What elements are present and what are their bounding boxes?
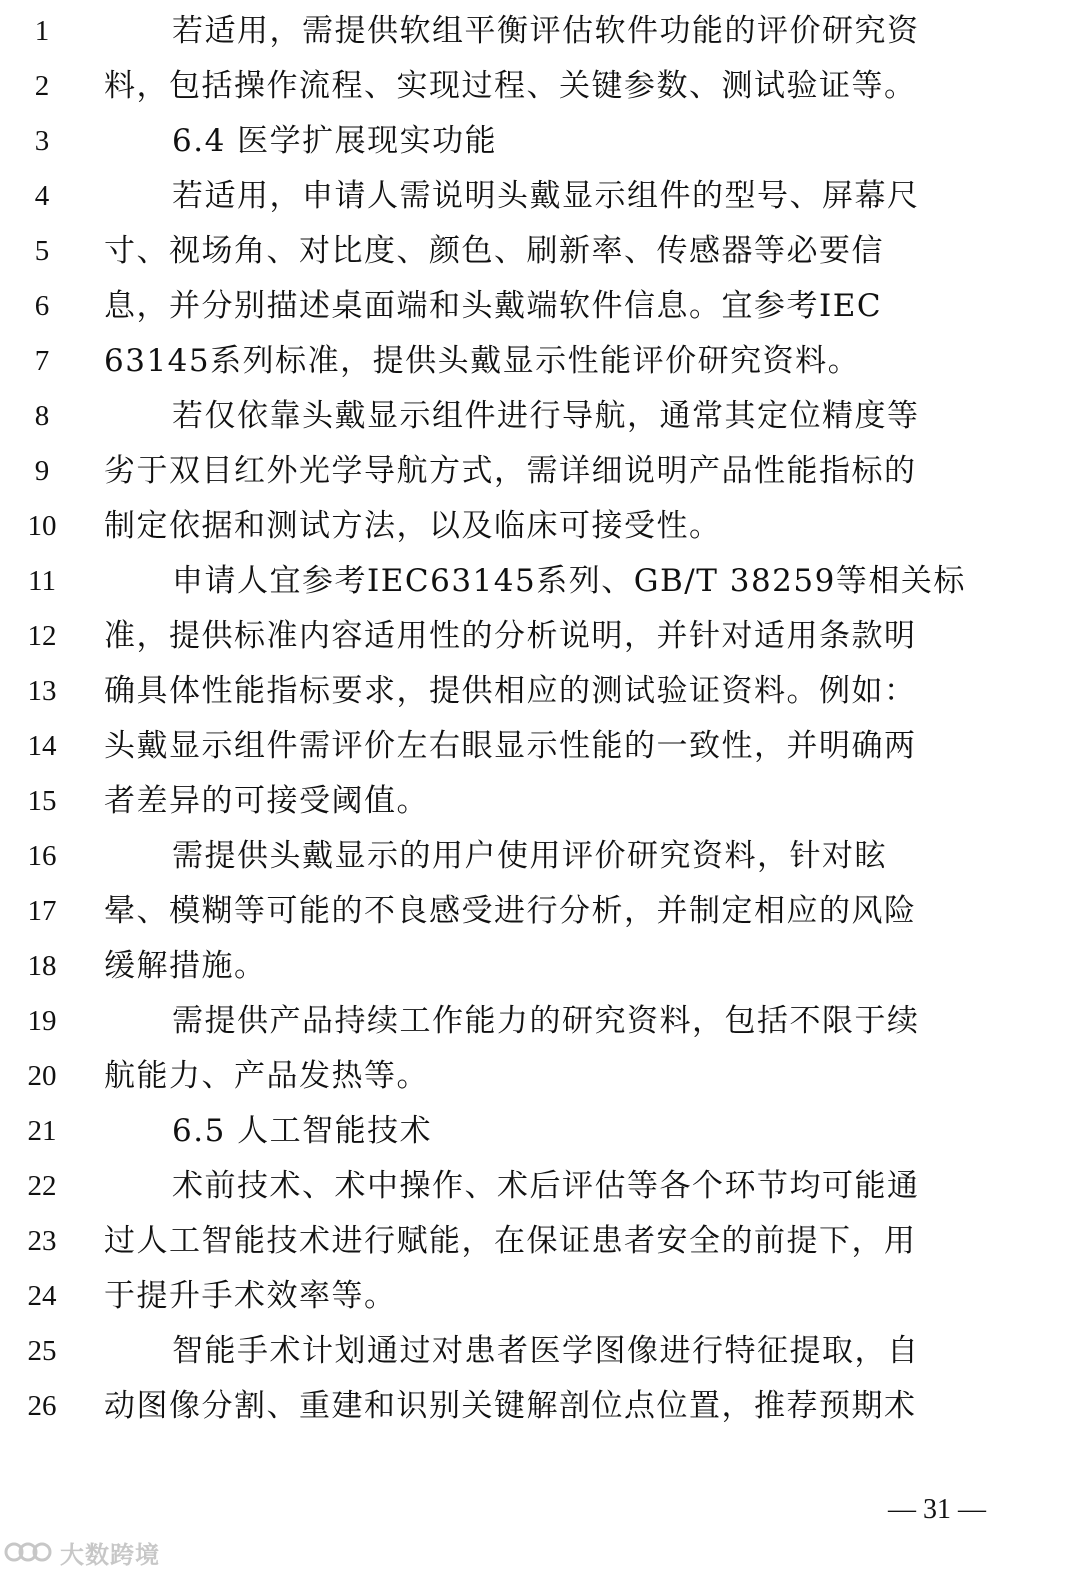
line-text: 缓解措施。 (104, 948, 267, 984)
document-line (0, 1049, 1080, 1104)
line-text: 63145系列标准，提供头戴显示性能评价研究资料。 (104, 343, 861, 379)
line-number: 10 (27, 510, 57, 542)
line-number: 26 (27, 1390, 57, 1422)
document-line (0, 829, 1080, 884)
line-number: 3 (34, 125, 50, 157)
line-text: 于提升手术效率等。 (104, 1278, 397, 1314)
document-line (0, 1214, 1080, 1269)
bigdata-logo-icon (4, 1538, 52, 1566)
document-line (0, 1269, 1080, 1324)
line-text: 需提供头戴显示的用户使用评价研究资料，针对眩 (172, 838, 887, 874)
document-line (0, 884, 1080, 939)
line-text: 术前技术、术中操作、术后评估等各个环节均可能通 (172, 1168, 920, 1204)
line-number: 1 (34, 15, 50, 47)
line-number: 4 (34, 180, 50, 212)
line-number: 14 (27, 730, 57, 762)
line-text: 者差异的可接受阈值。 (104, 783, 429, 819)
line-number: 17 (27, 895, 57, 927)
line-number: 8 (34, 400, 50, 432)
line-text: 制定依据和测试方法，以及临床可接受性。 (104, 508, 722, 544)
line-number: 16 (27, 840, 57, 872)
document-line (0, 279, 1080, 334)
document-line (0, 994, 1080, 1049)
document-line (0, 719, 1080, 774)
line-number: 9 (34, 455, 50, 487)
line-number: 18 (27, 950, 57, 982)
document-line (0, 4, 1080, 59)
document-line (0, 334, 1080, 389)
watermark (4, 1534, 160, 1570)
line-text: 6.4 医学扩展现实功能 (172, 123, 498, 159)
line-number: 22 (27, 1170, 57, 1202)
line-number: 21 (27, 1115, 57, 1147)
document-line (0, 664, 1080, 719)
document-line (0, 169, 1080, 224)
line-text: 息，并分别描述桌面端和头戴端软件信息。宜参考IEC (104, 288, 883, 324)
line-number: 25 (27, 1335, 57, 1367)
line-text: 料，包括操作流程、实现过程、关键参数、测试验证等。 (104, 68, 917, 104)
line-text: 若仅依靠头戴显示组件进行导航，通常其定位精度等 (172, 398, 920, 434)
document-line (0, 1324, 1080, 1379)
line-text: 头戴显示组件需评价左右眼显示性能的一致性，并明确两 (104, 728, 917, 764)
document-line (0, 774, 1080, 829)
line-number: 12 (27, 620, 57, 652)
document-line (0, 114, 1080, 169)
document-line (0, 1104, 1080, 1159)
document-line (0, 1379, 1080, 1434)
line-number: 15 (27, 785, 57, 817)
line-number: 13 (27, 675, 57, 707)
line-number: 5 (34, 235, 50, 267)
line-text: 确具体性能指标要求，提供相应的测试验证资料。例如： (104, 673, 917, 709)
document-line (0, 554, 1080, 609)
line-text: 6.5 人工智能技术 (172, 1113, 433, 1149)
document-line (0, 499, 1080, 554)
line-text: 若适用，需提供软组平衡评估软件功能的评价研究资 (172, 13, 920, 49)
line-text: 需提供产品持续工作能力的研究资料，包括不限于续 (172, 1003, 920, 1039)
line-number: 19 (27, 1005, 57, 1037)
line-number: 7 (34, 345, 50, 377)
line-text: 若适用，申请人需说明头戴显示组件的型号、屏幕尺 (172, 178, 920, 214)
line-number: 6 (34, 290, 50, 322)
document-line (0, 224, 1080, 279)
watermark-text: 大数跨境 (60, 1540, 160, 1569)
line-number: 11 (28, 565, 56, 597)
document-line (0, 444, 1080, 499)
document-line (0, 609, 1080, 664)
line-number: 2 (34, 70, 50, 102)
document-line (0, 1159, 1080, 1214)
line-text: 动图像分割、重建和识别关键解剖位点位置，推荐预期术 (104, 1388, 917, 1424)
document-line (0, 939, 1080, 994)
line-text: 过人工智能技术进行赋能，在保证患者安全的前提下，用 (104, 1223, 917, 1259)
line-text: 准，提供标准内容适用性的分析说明，并针对适用条款明 (104, 618, 917, 654)
line-number: 20 (27, 1060, 57, 1092)
line-text: 航能力、产品发热等。 (104, 1058, 429, 1094)
line-number: 24 (27, 1280, 57, 1312)
line-text: 智能手术计划通过对患者医学图像进行特征提取，自 (172, 1333, 920, 1369)
page-number: — 31 — (888, 1494, 986, 1525)
line-text: 劣于双目红外光学导航方式，需详细说明产品性能指标的 (104, 453, 917, 489)
line-text: 申请人宜参考IEC63145系列、GB/T 38259等相关标 (172, 563, 966, 599)
line-text: 寸、视场角、对比度、颜色、刷新率、传感器等必要信 (104, 233, 884, 269)
line-number: 23 (27, 1225, 57, 1257)
line-text: 晕、模糊等可能的不良感受进行分析，并制定相应的风险 (104, 893, 917, 929)
document-line (0, 59, 1080, 114)
document-line (0, 389, 1080, 444)
